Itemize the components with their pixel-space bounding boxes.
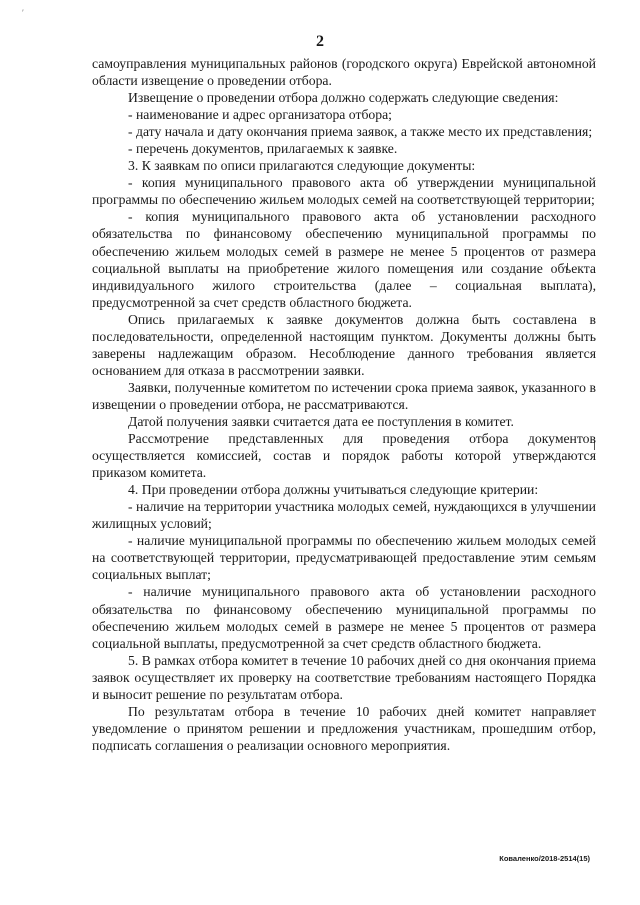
- paragraph: Извещение о проведении отбора должно содержать следующие сведения:: [128, 90, 559, 106]
- paragraph: - наличие муниципального правового акта об установлении расходного обязательства по финансовому обеспечению муниципальной программы по обеспечению жильем молодых семей в размере не менее 5 процентов от размера социальной выплаты, предусмотренной за счет средств областного бюджета.: [92, 584, 596, 651]
- paragraph: - наличие муниципальной программы по обеспечению жильем молодых семей на соответствующей территории, предусматривающей предоставление этим семьям социальных выплат;: [92, 533, 596, 583]
- paragraph: По результатам отбора в течение 10 рабочих дней комитет направляет уведомление о принятом решении и предложения участникам, прошедшим отбор, подписать соглашения о реализации основного мероприятия.: [92, 703, 596, 753]
- paragraph: 5. В рамках отбора комитет в течение 10 рабочих дней со дня окончания приема заявок осуществляет их проверку на соответствие требованиям настоящего Порядка и выносит решение по результатам отбора.: [92, 652, 597, 702]
- paragraph: 4. При проведении отбора должны учитываться следующие критерии:: [128, 482, 539, 498]
- paragraph: 3. К заявкам по описи прилагаются следующие документы:: [128, 158, 476, 174]
- paragraph: - копия муниципального правового акта об утверждении муниципальной программы по обеспечению жильем молодых семей на соответствующей территории;: [92, 175, 596, 208]
- paragraph: Датой получения заявки считается дата ее поступления в комитет.: [128, 413, 514, 429]
- paragraph: Опись прилагаемых к заявке документов должна быть составлена в последовательности, определенной настоящим пунктом. Документы должны быть заверены надлежащим образом. Несоблюдение данного требования является основанием для отказа в рассмотрении заявки.: [92, 311, 596, 378]
- paragraph: - копия муниципального правового акта об установлении расходного обязательства по финансовому обеспечению муниципальной программы по обеспечению жильем молодых семей в размере не менее 5 процентов от размера социальной выплаты на приобретение жилого помещения или создание объекта индивидуального жилого строительства (далее – социальная выплата), предусмотренной за счет средств областного бюджета.: [92, 209, 596, 310]
- paragraph: самоуправления муниципальных районов (городского округа) Еврейской автономной области извещение о проведении отбора.: [92, 56, 596, 89]
- page-number: 2: [316, 33, 324, 50]
- paragraph: - наличие на территории участника молодых семей, нуждающихся в улучшении жилищных условий;: [92, 499, 596, 532]
- document-body: [92, 55, 596, 754]
- paragraph: Заявки, полученные комитетом по истечении срока приема заявок, указанного в извещении о проведении отбора, не рассматриваются.: [92, 379, 596, 412]
- paragraph: Рассмотрение представленных для проведения отбора документов осуществляется комиссией, состав и порядок работы которой утверждаются приказом комитета.: [92, 431, 596, 481]
- paragraph: - дату начала и дату окончания приема заявок, а также место их представления;: [128, 124, 593, 140]
- scan-mark: ′: [22, 8, 24, 18]
- footer-code: Коваленко/2018-2514(15): [499, 854, 590, 863]
- paragraph: - перечень документов, прилагаемых к заявке.: [128, 141, 398, 157]
- paragraph: - наименование и адрес организатора отбора;: [128, 107, 392, 123]
